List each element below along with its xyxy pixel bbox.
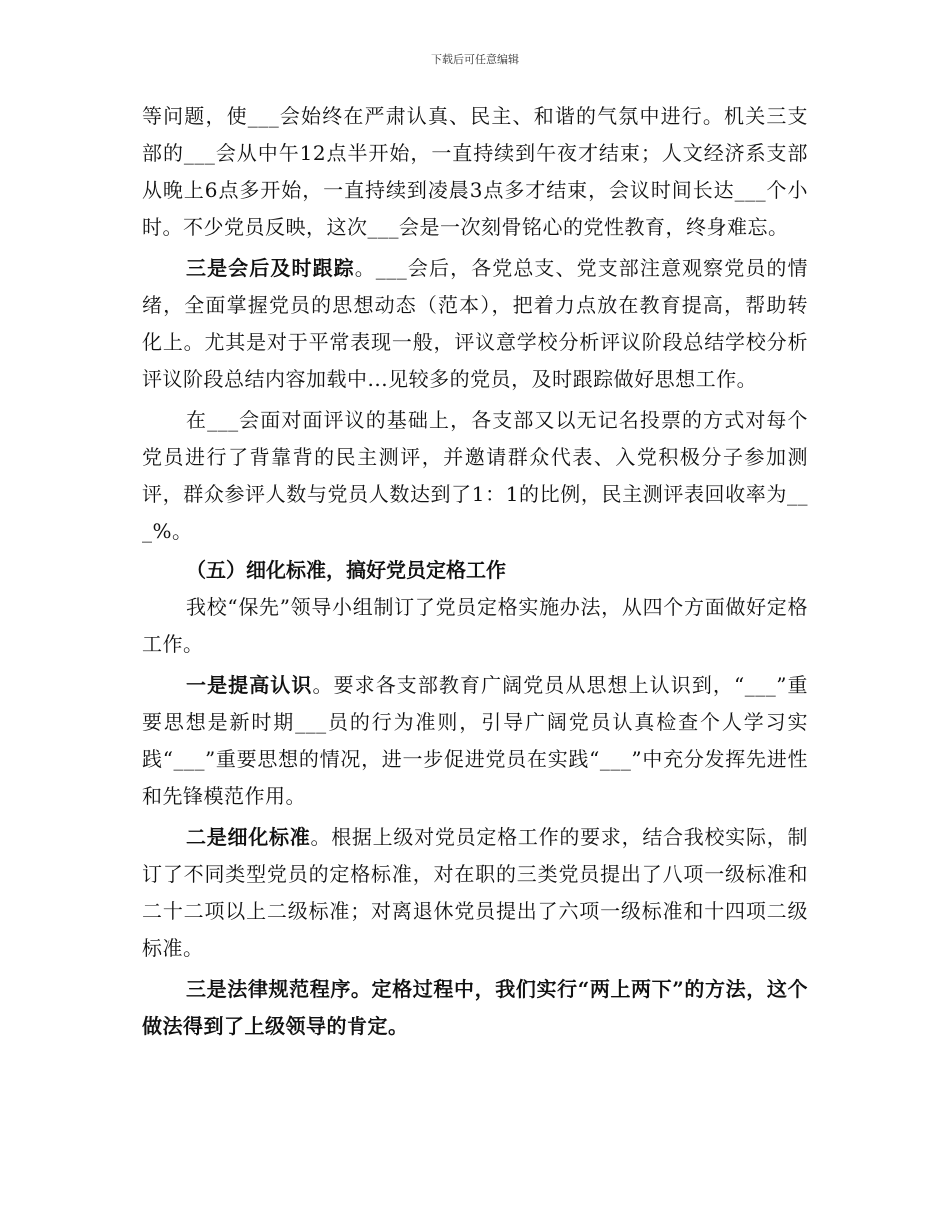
paragraph-raise-awareness-text: 。要求各支部教育广阔党员从思想上认识到，“___”重要思想是新时期___员的行为准则，引导广阔党员认真检查个人学习实践“___”重要思想的情况，进一步促进党员在实践“___”中充分发挥先进性和先锋模范作用。 — [142, 673, 809, 808]
paragraph-standardize-procedure: 三是法律规范程序。定格过程中，我们实行“两上两下”的方法，这个做法得到了上级领导的肯定。 — [142, 977, 808, 1038]
paragraph-refine-standards-lead: 二是细化标准 — [186, 825, 311, 849]
page-header-note: 下载后可任意编辑 — [431, 53, 519, 66]
paragraph-democratic-evaluation: 在___会面对面评议的基础上，各支部又以无记名投票的方式对每个党员进行了背靠背的民主测评，并邀请群众代表、入党积极分子参加测评，群众参评人数与党员人数达到了1：1的比例，民主测评表回收率为___%。 — [142, 408, 808, 543]
paragraph-follow-up-lead: 三是会后及时跟踪 — [186, 256, 355, 280]
paragraph-follow-up — [142, 250, 808, 398]
section-heading-5: （五）细化标准，搞好党员定格工作 — [186, 558, 506, 582]
paragraph-grading-intro: 我校“保先”领导小组制订了党员定格实施办法，从四个方面做好定格工作。 — [142, 595, 808, 656]
paragraph-refine-standards — [142, 819, 808, 967]
paragraph-refine-standards-text: 。根据上级对党员定格工作的要求，结合我校实际，制订了不同类型党员的定格标准，对在职的三类党员提出了八项一级标准和二十二项以上二级标准；对离退休党员提出了六项一级标准和十四项二级标准。 — [142, 825, 809, 960]
paragraph-follow-up-text: 。___会后，各党总支、党支部注意观察党员的情绪，全面掌握党员的思想动态（范本），把着力点放在教育提高，帮助转化上。尤其是对于平常表现一般，评议意学校分析评议阶段总结学校分析评议阶段总结内容加载中...见较多的党员，及时跟踪做好思想工作。 — [142, 256, 809, 391]
paragraph-raise-awareness-lead: 一是提高认识 — [186, 673, 313, 697]
document-body — [142, 98, 808, 1045]
paragraph-raise-awareness — [142, 667, 808, 815]
paragraph-meeting-atmosphere: 等问题，使___会始终在严肃认真、民主、和谐的气氛中进行。机关三支部的___会从中午12点半开始，一直持续到午夜才结束；人文经济系支部从晚上6点多开始，一直持续到凌晨3点多才结束，会议时间长达___个小时。不少党员反映，这次___会是一次刻骨铭心的党性教育，终身难忘。 — [142, 104, 808, 239]
